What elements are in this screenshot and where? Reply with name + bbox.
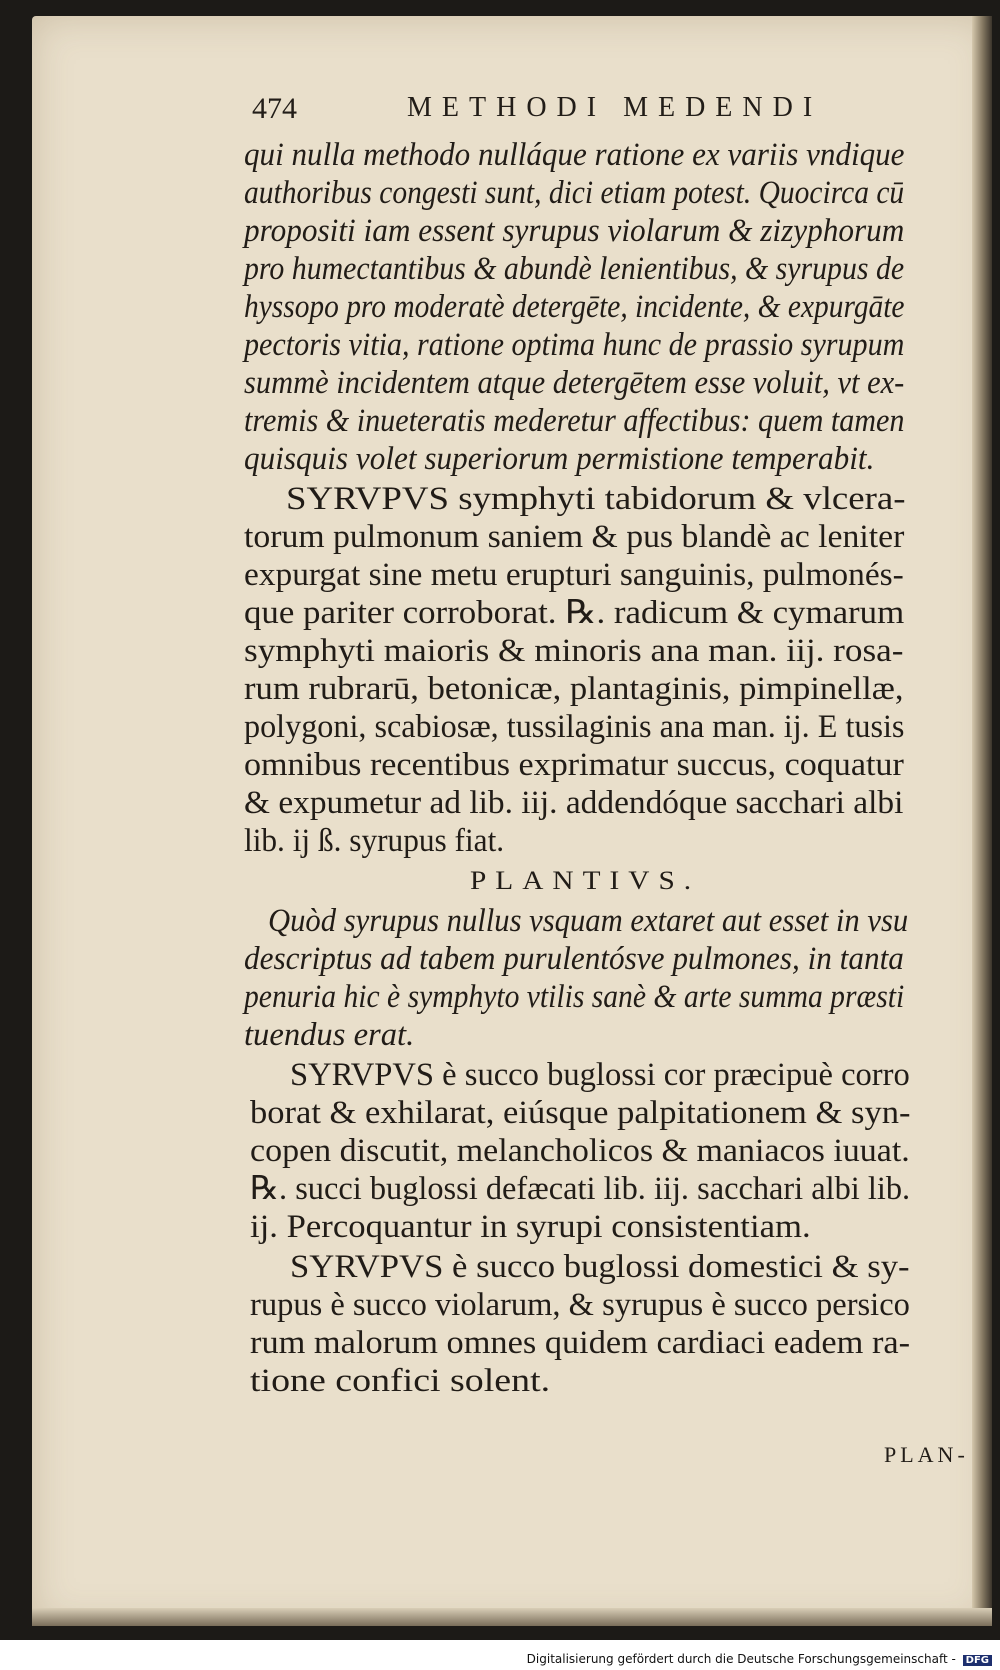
text-line: Quòd syrupus nullus vsquam extaret aut esset in vsu — [268, 903, 909, 939]
text-line: borat & exhilarat, eiúsque palpitationem & syn- — [250, 1095, 911, 1131]
text-line: ℞. succi buglossi defæcati lib. iij. sacchari albi lib. — [250, 1171, 911, 1207]
text-line: rupus è succo violarum, & syrupus è succo persico — [250, 1287, 910, 1323]
dfg-logo: DFG — [963, 1655, 992, 1666]
text-line: penuria hic è symphyto vtilis sanè & arte summa præsti — [244, 979, 905, 1015]
text-line: pectoris vitia, ratione optima hunc de prassio syrupum — [244, 327, 905, 363]
text-line: qui nulla methodo nulláque ratione ex variis vndique — [244, 137, 905, 173]
text-line: rum malorum omnes quidem cardiaci eadem ra- — [250, 1325, 911, 1361]
text-line: symphyti maioris & minoris ana man. iij. rosa- — [244, 633, 904, 669]
page-bottom-edge — [32, 1608, 992, 1626]
text-line: lib. ij ß. syrupus fiat. — [244, 823, 505, 859]
text-line: SYRVPVS è succo buglossi domestici & sy- — [290, 1249, 910, 1285]
text-line: polygoni, scabiosæ, tussilaginis ana man. ij. E tusis — [244, 709, 905, 745]
text-line: pro humectantibus & abundè lenientibus, & syrupus de — [244, 251, 905, 287]
text-line: que pariter corroborat. ℞. radicum & cymarum — [244, 595, 905, 631]
credit-text: Digitalisierung gefördert durch die Deutsche Forschungsgemeinschaft - — [526, 1652, 956, 1666]
text-line: ij. Percoquantur in syrupi consistentiam. — [250, 1209, 811, 1245]
text-line: SYRVPVS è succo buglossi cor præcipuè corro — [290, 1057, 910, 1093]
catchword: PLAN- — [884, 1442, 969, 1467]
section-heading: PLANTIVS. — [470, 866, 701, 895]
text-line: copen discutit, melancholicos & maniacos iuuat. — [250, 1133, 910, 1169]
text-line: summè incidentem atque detergētem esse voluit, vt ex- — [244, 365, 905, 401]
text-line: tremis & inueteratis mederetur affectibus: quem tamen — [244, 403, 905, 439]
running-title: METHODI MEDENDI — [407, 92, 823, 123]
text-line: authoribus congesti sunt, dici etiam potest. Quocirca cū — [244, 175, 905, 211]
digitization-credit — [527, 1652, 992, 1666]
text-line: & expumetur ad lib. iij. addendóque sacchari albi — [244, 785, 904, 821]
text-line: torum pulmonum saniem & pus blandè ac leniter — [244, 519, 905, 555]
text-line: hyssopo pro moderatè detergēte, incidente, & expurgāte — [244, 289, 905, 325]
text-line: tuendus erat. — [244, 1017, 415, 1053]
page-number: 474 — [252, 92, 297, 125]
text-line: omnibus recentibus exprimatur succus, coquatur — [244, 747, 904, 783]
page-header — [252, 92, 892, 138]
text-line: rum rubrarū, betonicæ, plantaginis, pimpinellæ, — [244, 671, 904, 707]
text-line: expurgat sine metu erupturi sanguinis, pulmonés- — [244, 557, 904, 593]
text-line: tione confici solent. — [250, 1363, 551, 1399]
text-line: descriptus ad tabem purulentósve pulmones, in tanta — [244, 941, 904, 977]
text-line: quisquis volet superiorum permistione temperabit. — [244, 441, 875, 477]
text-line: SYRVPVS symphyti tabidorum & vlcera- — [286, 481, 906, 517]
page-gutter — [972, 16, 992, 1626]
text-line: propositi iam essent syrupus violarum & zizyphorum — [244, 213, 905, 249]
